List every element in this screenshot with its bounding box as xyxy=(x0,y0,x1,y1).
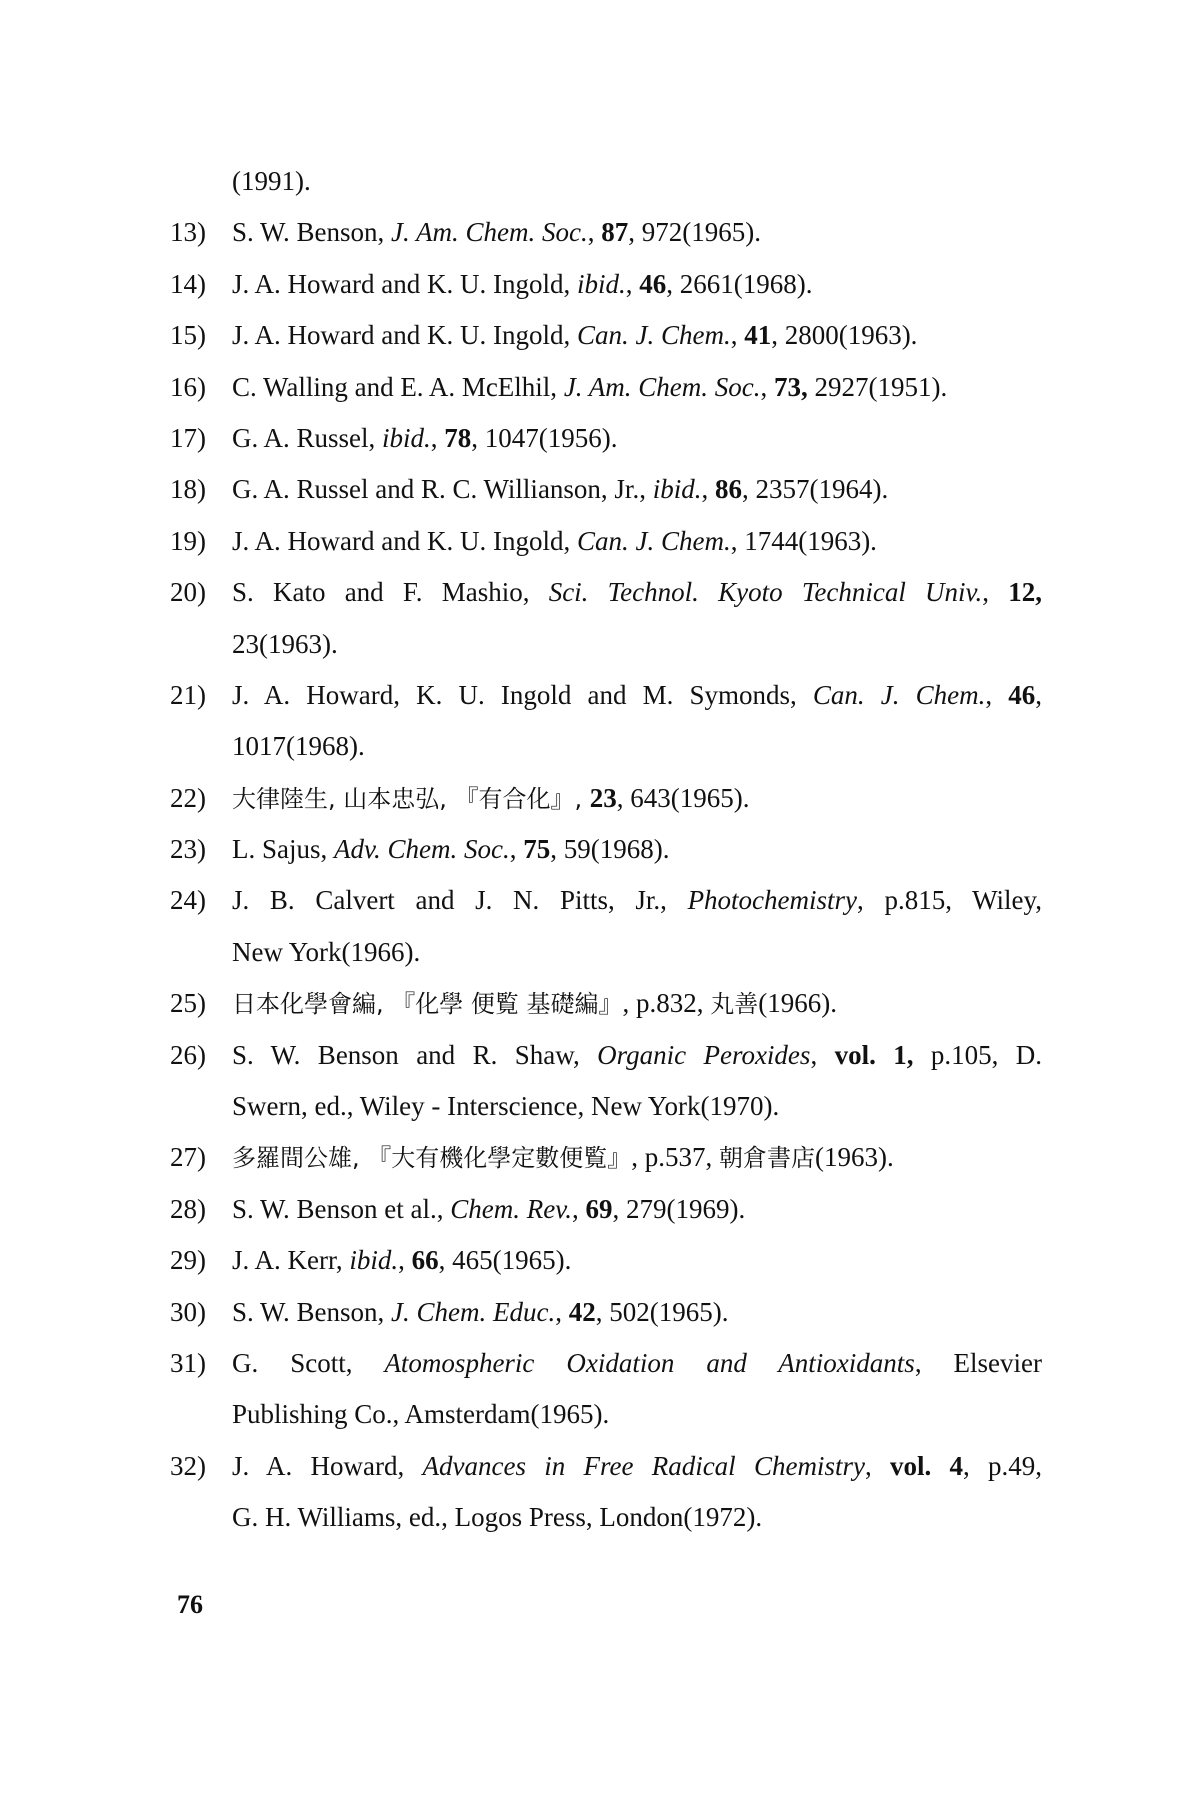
reference-line xyxy=(0,773,1200,824)
reference-line xyxy=(0,259,1200,310)
reference-number: 29) xyxy=(170,1245,206,1276)
reference-line xyxy=(0,464,1200,515)
bold-volume: 86 xyxy=(714,474,742,505)
reference-number: 18) xyxy=(170,474,206,505)
reference-line xyxy=(0,567,1200,618)
citation-segment: , xyxy=(810,1039,835,1070)
italic-title: Sci. Technol. Kyoto Technical Univ. xyxy=(548,577,983,608)
reference-text xyxy=(232,1184,745,1235)
citation-segment: J. A. Howard and K. U. Ingold, xyxy=(232,525,577,556)
reference-text xyxy=(232,1389,609,1440)
citation-segment: , 59(1968). xyxy=(550,834,670,865)
bold-volume: 46 xyxy=(1008,679,1036,710)
citation-segment: G. A. Russel and R. C. Willianson, Jr., xyxy=(232,474,653,505)
reference-text xyxy=(232,875,1042,926)
citation-segment: (1991). xyxy=(232,166,311,196)
reference-text xyxy=(232,1081,779,1132)
citation-segment: , xyxy=(864,1450,890,1481)
citation-segment: , p.832, xyxy=(622,988,711,1019)
citation-segment: 1017(1968). xyxy=(232,731,365,762)
citation-segment: J. A. Howard and K. U. Ingold, xyxy=(232,320,577,351)
citation-segment: S. W. Benson, xyxy=(232,1296,392,1327)
reference-line xyxy=(0,670,1200,721)
citation-segment: , 972(1965). xyxy=(628,217,761,248)
citation-segment: , 279(1969). xyxy=(612,1193,746,1224)
citation-segment: G. A. Russel, xyxy=(232,422,383,453)
italic-title: ibid. xyxy=(652,474,702,505)
reference-number: 28) xyxy=(170,1193,206,1224)
citation-segment: 23(1963). xyxy=(232,628,338,659)
bold-volume: 87 xyxy=(601,217,629,248)
citation-segment: , xyxy=(555,1296,569,1327)
citation-segment: , xyxy=(571,1193,586,1224)
reference-number: 31) xyxy=(170,1347,206,1378)
reference-number: 15) xyxy=(170,320,206,351)
reference-number: 17) xyxy=(170,422,206,453)
citation-segment: J. A. Kerr, xyxy=(232,1245,350,1276)
reference-text xyxy=(232,619,338,670)
italic-title: Advances in Free Radical Chemistry xyxy=(422,1450,865,1481)
reference-number: 30) xyxy=(170,1296,206,1327)
reference-text xyxy=(232,567,1042,618)
reference-number: 32) xyxy=(170,1450,206,1481)
reference-line xyxy=(0,1235,1200,1286)
reference-line xyxy=(0,310,1200,361)
italic-title: Photochemistry xyxy=(687,885,858,916)
reference-list xyxy=(0,156,1200,1544)
reference-line xyxy=(0,1492,1200,1543)
reference-line xyxy=(0,927,1200,978)
reference-number: 19) xyxy=(170,525,206,556)
citation-segment: , xyxy=(509,834,524,865)
reference-text xyxy=(232,516,877,567)
citation-segment: J. A. Howard, xyxy=(232,1450,423,1481)
italic-title: Can. J. Chem. xyxy=(812,679,986,710)
reference-text xyxy=(232,259,812,310)
italic-title: Atomospheric Oxidation and Antioxidants xyxy=(384,1347,915,1378)
citation-segment: 日本化學會編, 『化學 便覧 基礎編』 xyxy=(232,990,623,1019)
bold-volume: 42 xyxy=(568,1296,596,1327)
bold-volume: vol. 4 xyxy=(889,1450,963,1481)
citation-segment: , p.49, xyxy=(962,1450,1042,1481)
reference-text xyxy=(232,413,618,464)
citation-segment: G. Scott, xyxy=(232,1347,385,1378)
reference-text xyxy=(232,464,888,515)
reference-number: 21) xyxy=(170,679,206,710)
bold-volume: 73, xyxy=(774,371,808,402)
citation-segment: S. W. Benson, xyxy=(232,217,392,248)
reference-text xyxy=(232,1030,1042,1081)
citation-segment: G. H. Williams, ed., Logos Press, London(1972). xyxy=(232,1502,763,1533)
reference-number: 13) xyxy=(170,217,206,248)
citation-segment: Publishing Co., Amsterdam(1965). xyxy=(232,1399,610,1430)
reference-text xyxy=(232,1338,1042,1389)
reference-text xyxy=(232,207,761,258)
reference-number: 16) xyxy=(170,371,206,402)
reference-number: 22) xyxy=(170,782,206,813)
reference-number: 25) xyxy=(170,988,206,1019)
citation-segment: , p.537, xyxy=(631,1142,720,1173)
reference-line xyxy=(0,978,1200,1029)
bold-volume: 69 xyxy=(585,1193,613,1224)
citation-segment: S. W. Benson and R. Shaw, xyxy=(232,1039,598,1070)
citation-segment: , xyxy=(701,474,715,505)
bold-volume: 46 xyxy=(639,268,667,299)
citation-segment: C. Walling and E. A. McElhil, xyxy=(232,371,564,402)
reference-line xyxy=(0,1441,1200,1492)
reference-number: 23) xyxy=(170,834,206,865)
italic-title: J. Chem. Educ. xyxy=(391,1296,556,1327)
reference-text xyxy=(232,927,420,978)
citation-segment: , 465(1965). xyxy=(438,1245,572,1276)
italic-title: ibid. xyxy=(349,1245,399,1276)
italic-title: Adv. Chem. Soc. xyxy=(334,834,510,865)
bold-volume: 41 xyxy=(744,320,772,351)
italic-title: Chem. Rev. xyxy=(450,1193,572,1224)
reference-line xyxy=(0,1030,1200,1081)
citation-segment: 大律陸生, 山本忠弘, 『有合化』, xyxy=(232,784,590,813)
italic-title: Can. J. Chem. xyxy=(576,525,731,556)
reference-line xyxy=(0,1184,1200,1235)
citation-segment: , Elsevier xyxy=(914,1347,1042,1378)
bold-volume: 23 xyxy=(589,782,617,813)
citation-segment: , xyxy=(760,371,775,402)
citation-segment: , xyxy=(430,422,445,453)
citation-segment: Swern, ed., Wiley - Interscience, New York(1970). xyxy=(232,1091,780,1122)
reference-line xyxy=(0,721,1200,772)
citation-segment: (1963). xyxy=(815,1142,894,1173)
citation-segment: , xyxy=(398,1245,412,1276)
reference-line xyxy=(0,1287,1200,1338)
citation-segment: , xyxy=(625,268,640,299)
citation-segment: , 1744(1963). xyxy=(730,525,877,556)
reference-text xyxy=(232,1235,571,1286)
citation-segment: 2927(1951). xyxy=(807,371,948,402)
reference-text xyxy=(232,721,365,772)
reference-line xyxy=(0,875,1200,926)
citation-segment: J. A. Howard, K. U. Ingold and M. Symonds, xyxy=(232,679,813,710)
bold-volume: vol. 1, xyxy=(834,1039,914,1070)
reference-line xyxy=(0,1389,1200,1440)
citation-segment: L. Sajus, xyxy=(232,834,335,865)
reference-line xyxy=(0,619,1200,670)
reference-text xyxy=(232,824,669,875)
reference-line xyxy=(0,156,1200,207)
reference-line xyxy=(0,1338,1200,1389)
reference-number: 20) xyxy=(170,577,206,608)
italic-title: Can. J. Chem. xyxy=(576,320,731,351)
reference-text xyxy=(232,1492,762,1543)
reference-line xyxy=(0,516,1200,567)
reference-line xyxy=(0,1132,1200,1183)
reference-line xyxy=(0,413,1200,464)
bold-volume: 66 xyxy=(411,1245,439,1276)
bold-volume: 75 xyxy=(523,834,551,865)
reference-line xyxy=(0,824,1200,875)
reference-text xyxy=(232,773,750,825)
citation-segment: , xyxy=(1035,679,1042,710)
reference-line xyxy=(0,207,1200,258)
reference-text xyxy=(232,1132,894,1184)
italic-title: J. Am. Chem. Soc. xyxy=(563,371,761,402)
citation-segment: S. Kato and F. Mashio, xyxy=(232,577,549,608)
citation-segment: , 2357(1964). xyxy=(741,474,889,505)
citation-segment: S. W. Benson et al., xyxy=(232,1193,451,1224)
citation-segment: (1966). xyxy=(758,988,837,1019)
citation-segment: , xyxy=(982,577,1009,608)
reference-text xyxy=(232,1441,1042,1492)
citation-segment: , xyxy=(985,679,1009,710)
citation-segment: J. B. Calvert and J. N. Pitts, Jr., xyxy=(232,885,688,916)
reference-text xyxy=(232,670,1042,721)
citation-segment: , 1047(1956). xyxy=(471,422,618,453)
reference-number: 24) xyxy=(170,885,206,916)
citation-segment: , p.815, Wiley, xyxy=(857,885,1042,916)
citation-segment: 丸善 xyxy=(710,990,759,1019)
citation-segment: J. A. Howard and K. U. Ingold, xyxy=(232,268,577,299)
italic-title: ibid. xyxy=(382,422,431,453)
citation-segment: 朝倉書店 xyxy=(719,1144,816,1173)
citation-segment: , xyxy=(587,217,602,248)
citation-segment: New York(1966). xyxy=(232,936,421,967)
reference-number: 27) xyxy=(170,1142,206,1173)
reference-line xyxy=(0,362,1200,413)
reference-number: 26) xyxy=(170,1039,206,1070)
reference-text xyxy=(232,978,837,1030)
citation-segment: p.105, D. xyxy=(913,1039,1042,1070)
bold-volume: 78 xyxy=(444,422,472,453)
bold-volume: 12, xyxy=(1008,577,1042,608)
page-number: 76 xyxy=(177,1590,203,1619)
reference-text xyxy=(232,1287,728,1338)
reference-text xyxy=(232,310,917,361)
reference-text xyxy=(232,156,311,207)
italic-title: ibid. xyxy=(576,268,626,299)
citation-segment: , 502(1965). xyxy=(595,1296,729,1327)
reference-line xyxy=(0,1081,1200,1132)
citation-segment: , 2661(1968). xyxy=(666,268,813,299)
reference-number: 14) xyxy=(170,268,206,299)
reference-text xyxy=(232,362,947,413)
italic-title: Organic Peroxides xyxy=(597,1039,811,1070)
citation-segment: 多羅間公雄, 『大有機化學定數便覧』 xyxy=(232,1144,632,1173)
citation-segment: , 643(1965). xyxy=(616,782,750,813)
citation-segment: , 2800(1963). xyxy=(771,320,918,351)
citation-segment: , xyxy=(730,320,745,351)
italic-title: J. Am. Chem. Soc. xyxy=(391,217,588,248)
